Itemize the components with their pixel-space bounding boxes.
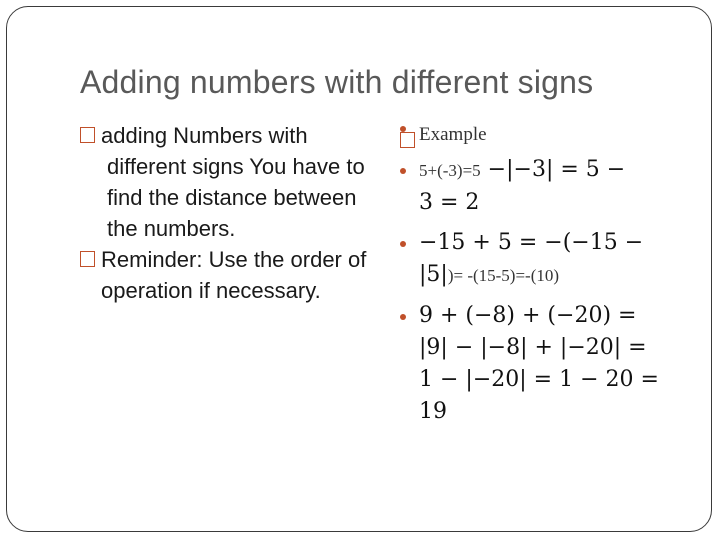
bullet-dot-icon [400,314,406,320]
equation-line: |9| − |−8| + |−20| = [419,335,647,360]
bullet-box-icon [80,127,95,143]
bullet-box-icon [400,132,415,148]
equation-prefix: 5+(-3)=5 [419,161,481,180]
bullet-adding-numbers [80,120,380,244]
equation-line: 19 [419,399,447,424]
equation-line: −|−3| = 5 − [487,157,626,182]
bullet-reminder [80,244,380,306]
bullet-dot-icon [400,241,406,247]
equation-math: |5| [419,262,448,287]
bullet-dot-icon [400,168,406,174]
equation-1 [396,154,676,219]
equation-line: 9 + (−8) + (−20) = [419,303,637,328]
example-label: Example [419,124,487,145]
left-content [80,120,380,306]
equation-line: −15 + 5 = −(−15 − [419,230,644,255]
equation-line: 1 − |−20| = 1 − 20 = [419,367,659,392]
equation-2 [396,227,676,292]
slide-title: Adding numbers with different signs [80,64,594,100]
example-heading [396,120,676,150]
equation-3 [396,300,676,428]
bullet-box-icon [80,251,95,267]
equation-suffix: )= -(15-5)=-(10) [447,266,560,285]
right-content [396,120,676,428]
equation-line: 3 = 2 [419,190,480,215]
bullet-text: adding Numbers with different signs You have to find the distance between the numbers. [101,123,365,241]
bullet-text: Reminder: Use the order of operation if necessary. [101,247,367,303]
